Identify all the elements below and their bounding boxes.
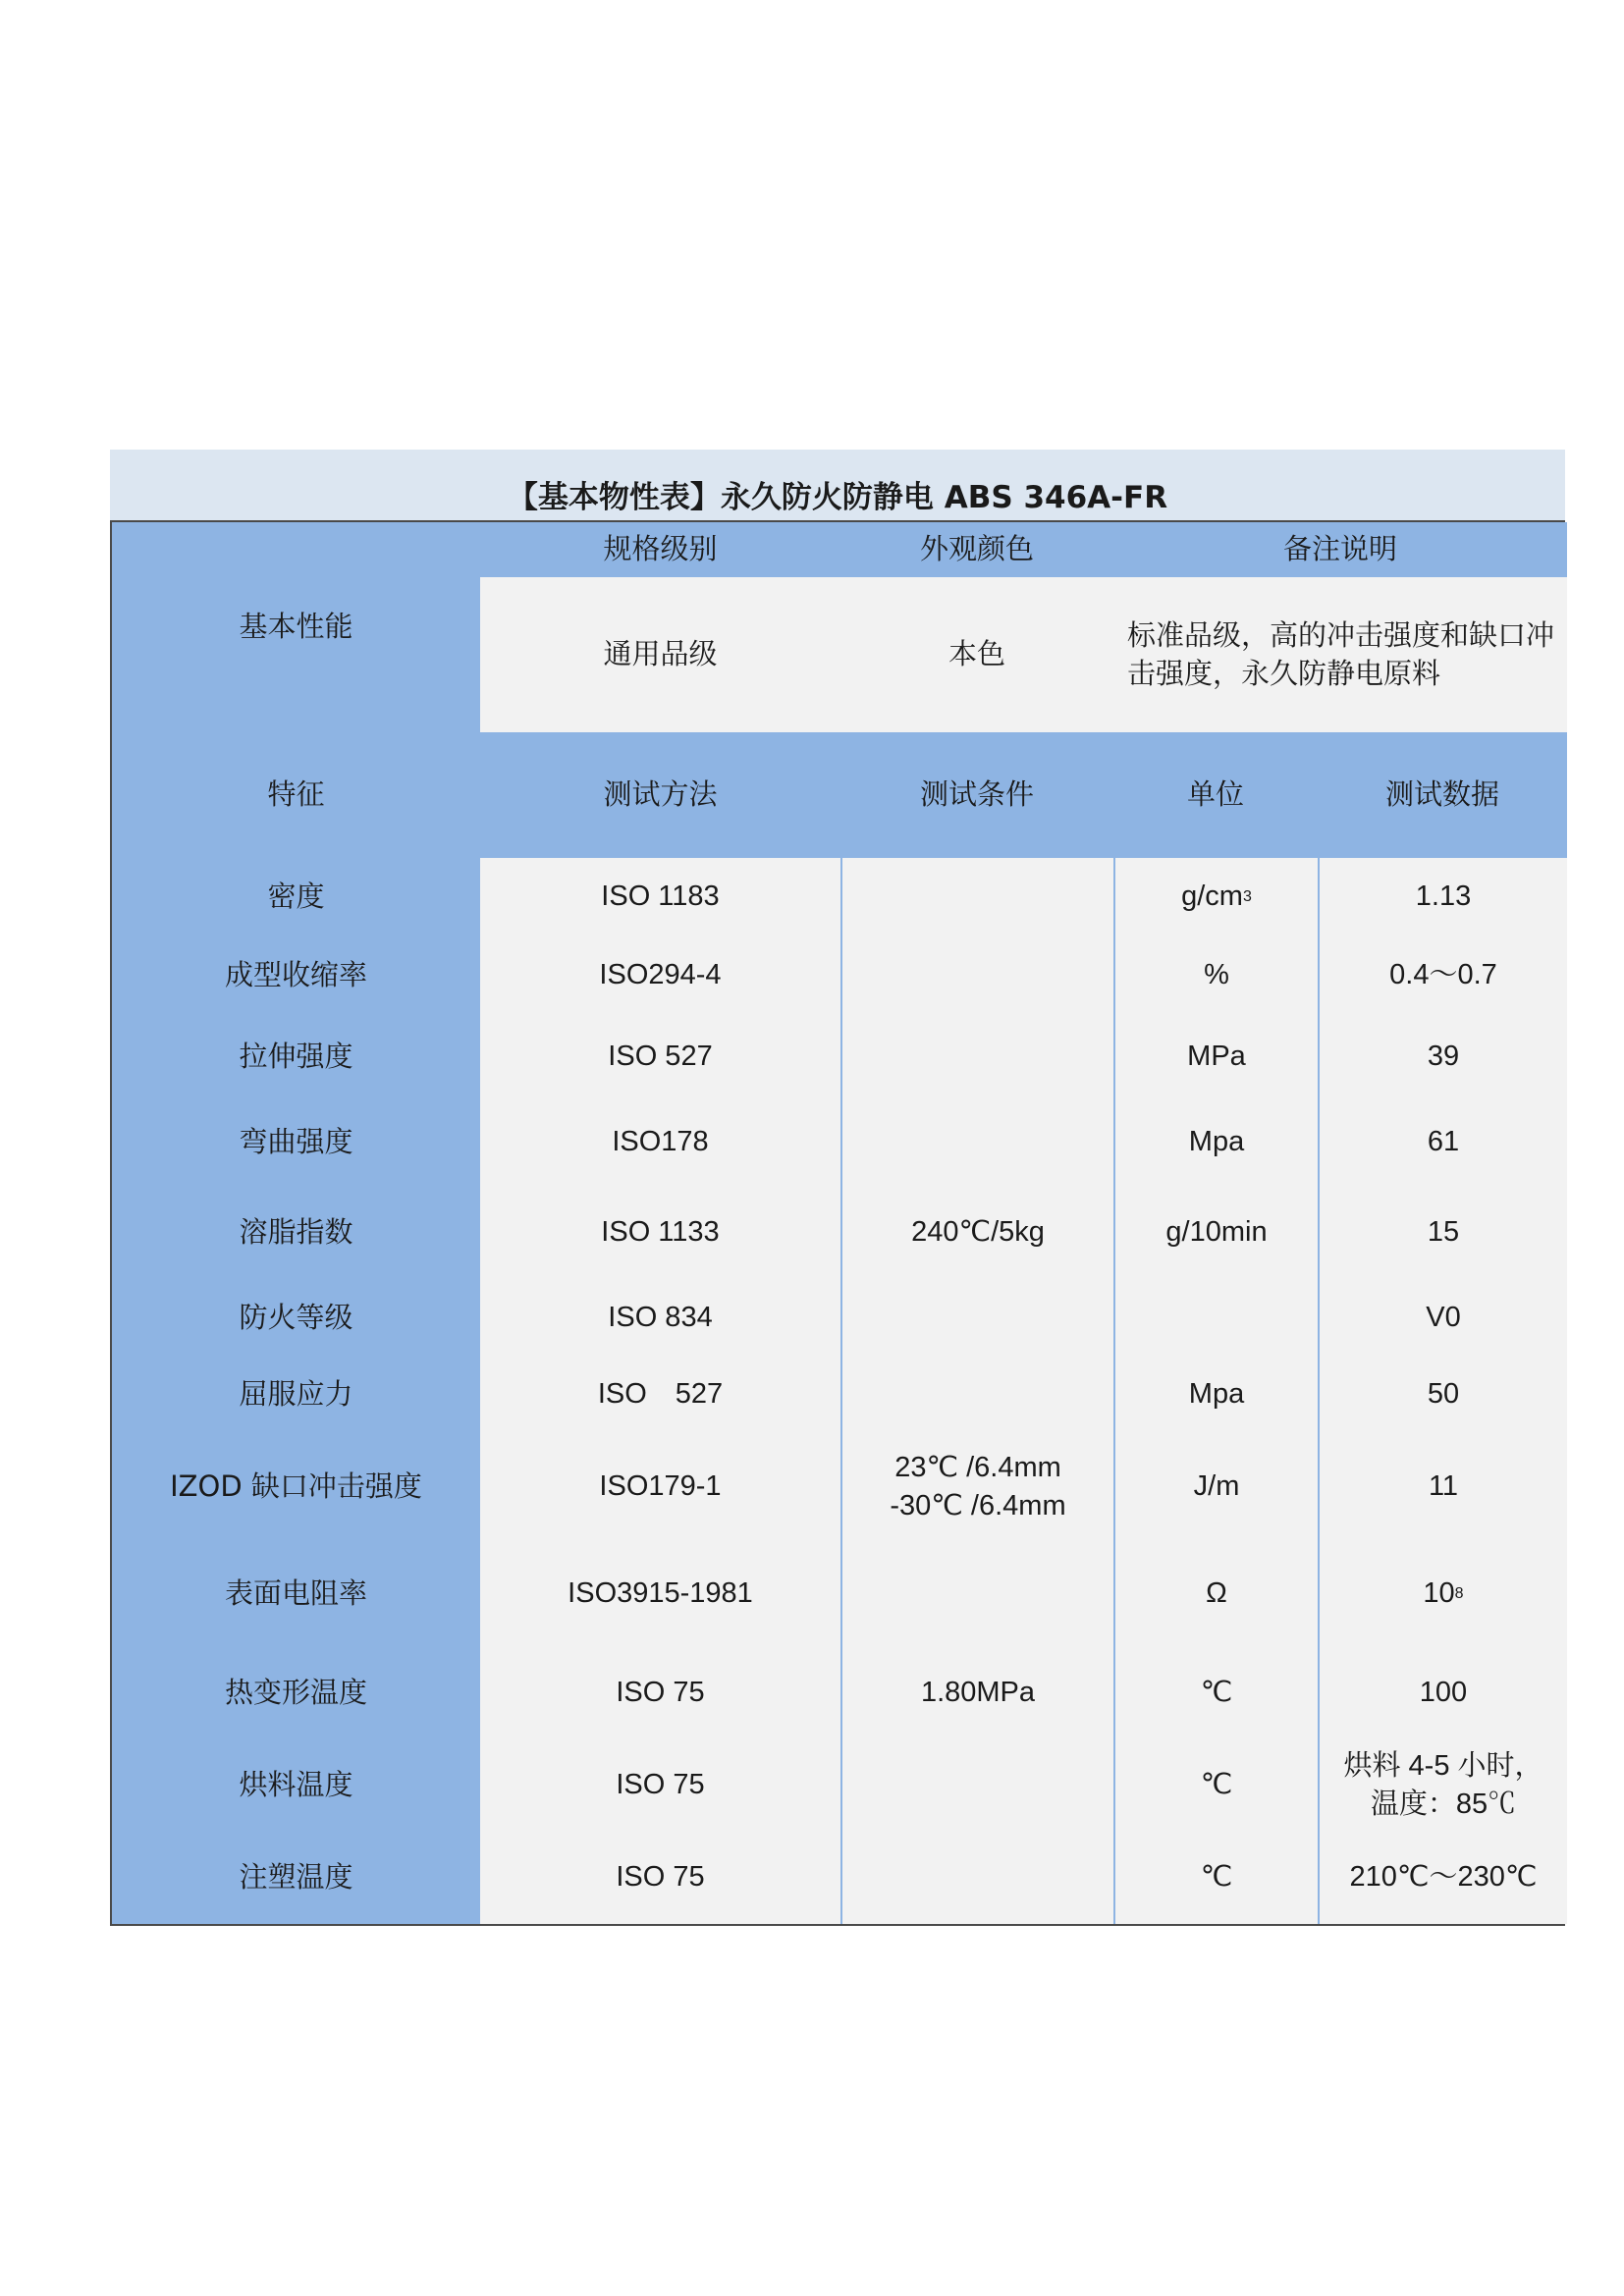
unit-cell-text: ℃ (1200, 1677, 1233, 1709)
condition-cell (840, 1357, 1113, 1433)
data-cell (1318, 1186, 1567, 1280)
header-remark: 备注说明 (1113, 522, 1567, 577)
feature-cell (112, 1280, 480, 1357)
feature-cell (112, 1739, 480, 1832)
data-cell: 10 8 (1318, 1541, 1567, 1647)
feature-cell (112, 1647, 480, 1739)
unit-cell-text: % (1204, 959, 1229, 991)
feature-cell-text: 溶脂指数 (239, 1215, 353, 1250)
condition-cell (840, 1015, 1113, 1099)
unit-cell-text: J/m (1193, 1470, 1240, 1503)
condition-cell (840, 936, 1113, 1015)
method-cell (480, 1015, 840, 1099)
unit-cell (1113, 936, 1318, 1015)
method-cell-text: ISO 834 (608, 1302, 713, 1334)
method-cell-text: ISO178 (612, 1126, 709, 1158)
unit-cell-text: ℃ (1200, 1769, 1233, 1801)
condition-cell (840, 1433, 1113, 1541)
feature-cell-text: 热变形温度 (224, 1676, 367, 1710)
col-condition: 测试条件 (840, 732, 1113, 858)
data-cell-text: 50 (1427, 1378, 1460, 1411)
data-cell (1318, 1015, 1567, 1099)
data-cell-text: 210℃～230℃ (1349, 1861, 1538, 1894)
method-cell (480, 1186, 840, 1280)
unit-cell (1113, 1832, 1318, 1924)
data-cell (1318, 1099, 1567, 1186)
condition-cell (840, 1541, 1113, 1647)
data-cell-text: 烘料 4-5 小时， 温度：85℃ (1343, 1749, 1543, 1820)
data-cell-text: 11 (1428, 1470, 1459, 1503)
feature-cell-text: IZOD 缺口冲击强度 (170, 1469, 422, 1504)
feature-cell (112, 936, 480, 1015)
unit-cell (1113, 1015, 1318, 1099)
data-cell-text: 61 (1427, 1126, 1460, 1158)
unit-cell-text: g/cm (1181, 881, 1243, 913)
data-cell (1318, 1357, 1567, 1433)
feature-cell-text: 表面电阻率 (224, 1576, 367, 1611)
method-cell (480, 1357, 840, 1433)
feature-cell (112, 1832, 480, 1924)
unit-cell (1113, 1541, 1318, 1647)
unit-cell (1113, 1099, 1318, 1186)
data-cell (1318, 1647, 1567, 1739)
method-cell-text: ISO 1183 (601, 881, 720, 913)
condition-cell (840, 1739, 1113, 1832)
data-cell-text: 39 (1427, 1041, 1460, 1073)
unit-cell (1113, 1433, 1318, 1541)
feature-cell-text: 弯曲强度 (239, 1125, 353, 1159)
data-cell (1318, 1433, 1567, 1541)
unit-cell (1113, 1647, 1318, 1739)
unit-cell: g/cm 3 (1113, 858, 1318, 936)
method-cell-text: ISO 527 (608, 1041, 713, 1073)
feature-cell (112, 858, 480, 936)
method-cell (480, 1433, 840, 1541)
condition-cell-text: 240℃/5kg (911, 1216, 1045, 1249)
unit-cell-text: Ω (1206, 1577, 1227, 1610)
header-spec: 规格级别 (480, 522, 840, 577)
value-remark (1113, 577, 1567, 732)
method-cell (480, 1739, 840, 1832)
condition-cell-text: 23℃ /6.4mm -30℃ /6.4mm (890, 1451, 1066, 1522)
col-feature: 特征 (112, 732, 480, 858)
method-cell (480, 1541, 840, 1647)
feature-cell-text: 注塑温度 (239, 1860, 353, 1895)
unit-cell-text: Mpa (1188, 1378, 1245, 1411)
feature-cell-text: 成型收缩率 (224, 958, 367, 992)
method-cell-text: ISO3915-1981 (568, 1577, 753, 1610)
condition-cell (840, 1280, 1113, 1357)
unit-cell-text: Mpa (1188, 1126, 1245, 1158)
col-unit: 单位 (1113, 732, 1318, 858)
property-table (110, 520, 1565, 1926)
feature-cell-text: 密度 (267, 880, 325, 914)
unit-cell (1113, 1357, 1318, 1433)
data-cell (1318, 1280, 1567, 1357)
data-cell-text: 100 (1419, 1677, 1468, 1709)
condition-cell (840, 1186, 1113, 1280)
value-color: 本色 (840, 577, 1113, 732)
condition-cell (840, 1099, 1113, 1186)
method-cell (480, 1280, 840, 1357)
unit-cell-text: ℃ (1200, 1861, 1233, 1894)
sheet-title: 【基本物性表】永久防火防静电 ABS 346A-FR (110, 450, 1565, 520)
unit-cell (1113, 1280, 1318, 1357)
col-data: 测试数据 (1318, 732, 1567, 858)
data-cell-text: 1.13 (1415, 881, 1472, 913)
header-color: 外观颜色 (840, 522, 1113, 577)
data-cell-text: V0 (1426, 1302, 1461, 1334)
method-cell (480, 1832, 840, 1924)
feature-cell (112, 1357, 480, 1433)
feature-cell (112, 1015, 480, 1099)
data-cell (1318, 936, 1567, 1015)
condition-cell (840, 858, 1113, 936)
method-cell-text: ISO294-4 (599, 959, 722, 991)
method-cell (480, 858, 840, 936)
remark-text: 标准品级，高的冲击强度和缺口冲击强度，永久防静电原料 (1127, 617, 1555, 690)
data-cell (1318, 858, 1567, 936)
col-method: 测试方法 (480, 732, 840, 858)
method-cell (480, 936, 840, 1015)
method-cell-text: ISO 527 (597, 1378, 724, 1411)
basic-label: 基本性能 (112, 522, 480, 732)
feature-cell-text: 拉伸强度 (239, 1040, 353, 1074)
feature-cell (112, 1433, 480, 1541)
data-cell-text: 10 (1423, 1577, 1455, 1610)
value-spec: 通用品级 (480, 577, 840, 732)
method-cell-text: ISO 75 (616, 1769, 705, 1801)
unit-cell (1113, 1739, 1318, 1832)
unit-cell (1113, 1186, 1318, 1280)
condition-cell (840, 1832, 1113, 1924)
method-cell-text: ISO 1133 (601, 1216, 720, 1249)
method-cell (480, 1647, 840, 1739)
data-cell-text: 0.4～0.7 (1389, 959, 1497, 991)
unit-cell-text: g/10min (1165, 1216, 1268, 1249)
data-cell-text: 15 (1427, 1216, 1460, 1249)
feature-cell (112, 1099, 480, 1186)
method-cell (480, 1099, 840, 1186)
data-cell (1318, 1832, 1567, 1924)
feature-cell (112, 1541, 480, 1647)
feature-cell-text: 烘料温度 (239, 1768, 353, 1802)
condition-cell-text: 1.80MPa (920, 1677, 1036, 1709)
condition-cell (840, 1647, 1113, 1739)
method-cell-text: ISO179-1 (599, 1470, 722, 1503)
feature-cell (112, 1186, 480, 1280)
method-cell-text: ISO 75 (616, 1861, 705, 1894)
feature-cell-text: 屈服应力 (239, 1377, 353, 1412)
feature-cell-text: 防火等级 (239, 1301, 353, 1335)
data-cell (1318, 1739, 1567, 1832)
unit-cell-text: MPa (1187, 1041, 1246, 1073)
property-sheet (110, 450, 1565, 1926)
method-cell-text: ISO 75 (616, 1677, 705, 1709)
